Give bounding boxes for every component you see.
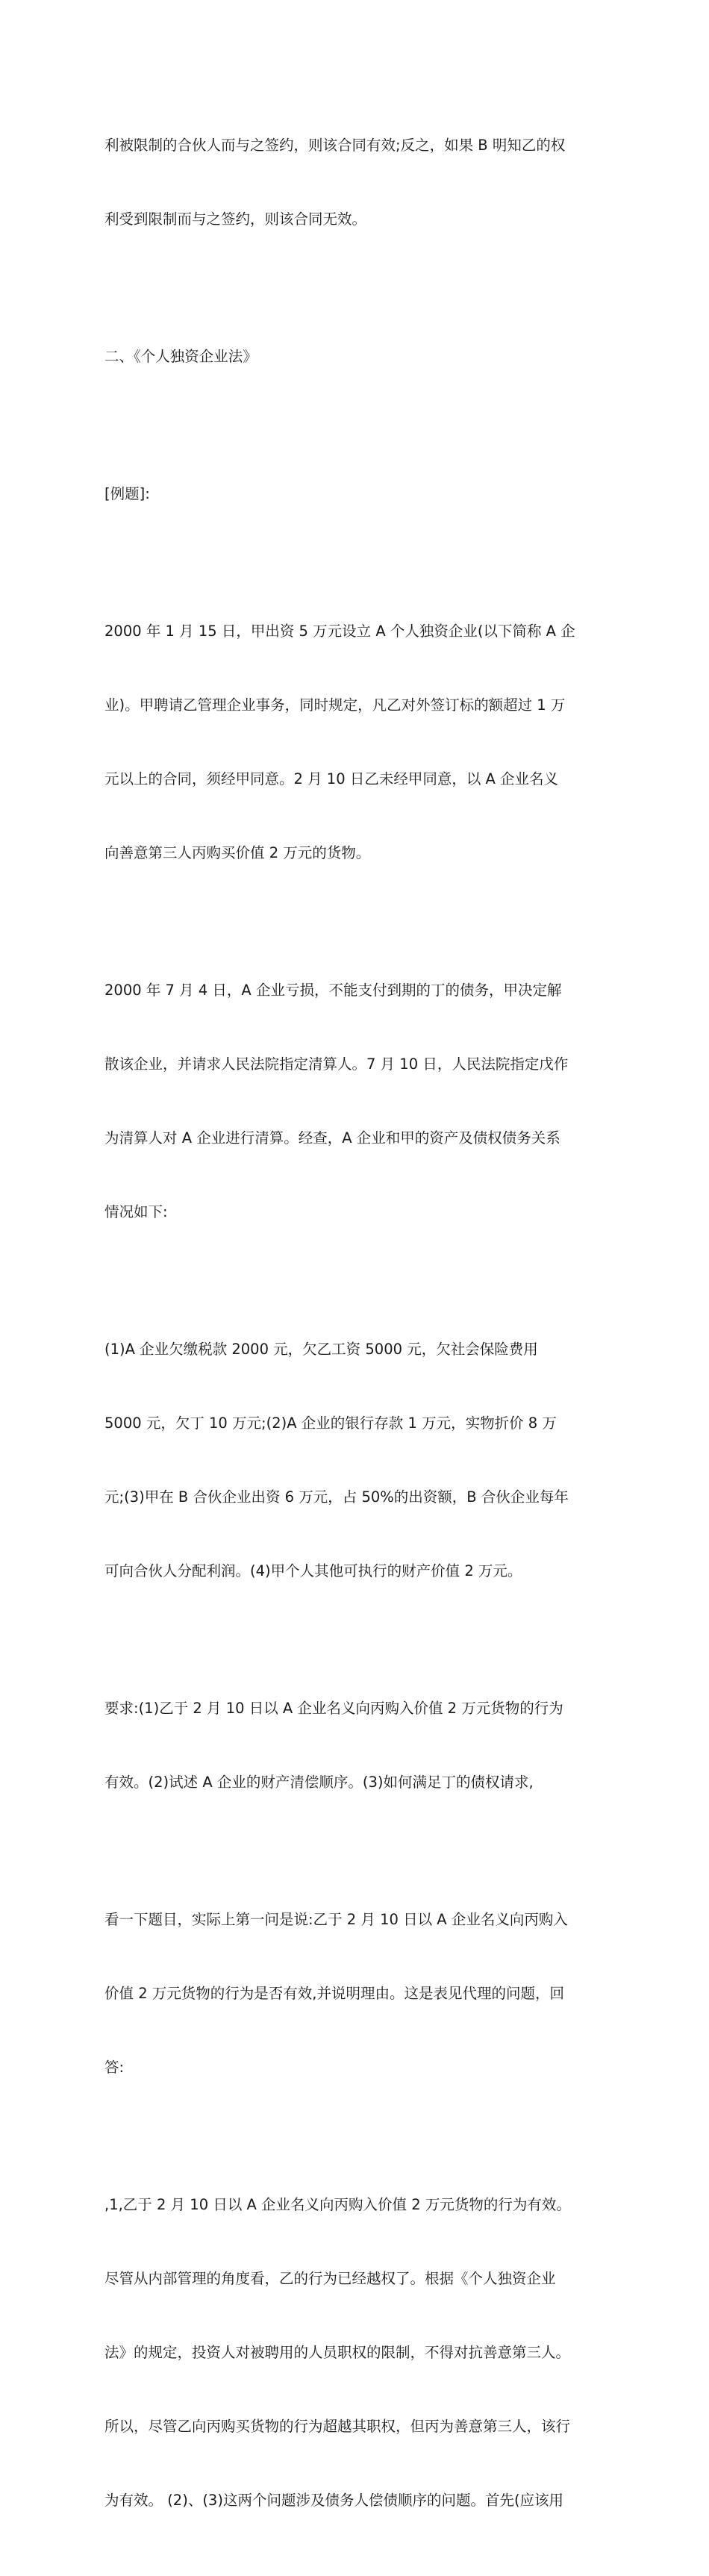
paragraph-case-setup (104, 570, 612, 914)
paragraph-answer (104, 2143, 612, 2562)
text-line: 为有效。 (2)、(3)这两个问题涉及债务人偿债顺序的问题。首先(应该用 (104, 2492, 564, 2509)
text-line: 5000 元，欠丁 10 万元;(2)A 企业的银行存款 1 万元，实物折价 8 万 (104, 1415, 557, 1432)
text-line: 答: (104, 2059, 125, 2076)
text-line: 情况如下: (104, 1203, 168, 1220)
text-line: 法》的规定，投资人对被聘用的人员职权的限制，不得对抗善意第三人。 (104, 2344, 571, 2361)
example-label (104, 432, 612, 555)
text-line: 利受到限制而与之签约，则该合同无效。 (104, 210, 367, 228)
paragraph-assets-debts (104, 1288, 612, 1632)
text-line: 2000 年 1 月 15 日，甲出资 5 万元设立 A 个人独资企业(以下简称 A 企 (104, 623, 575, 640)
paragraph-requirements (104, 1647, 612, 1844)
text-line: 元以上的合同，须经甲同意。2 月 10 日乙未经甲同意，以 A 企业名义 (104, 770, 559, 788)
paragraph-contract-validity (104, 84, 612, 281)
paragraph-liquidation (104, 929, 612, 1273)
text-line: 所以，尽管乙向丙购买货物的行为超越其职权，但丙为善意第三人，该行 (104, 2418, 571, 2435)
text-line: 利被限制的合伙人而与之签约，则该合同有效;反之，如果 B 明知乙的权 (104, 137, 566, 154)
document-body (104, 84, 612, 2576)
text-line: 2000 年 7 月 4 日，A 企业亏损，不能支付到期的丁的债务，甲决定解 (104, 982, 562, 999)
text-line: 价值 2 万元货物的行为是否有效,并说明理由。这是表见代理的问题，回 (104, 1985, 565, 2002)
paragraph-analysis (104, 1858, 612, 2129)
text-line: 要求:(1)乙于 2 月 10 日以 A 企业名义向丙购入价值 2 万元货物的行为 (104, 1700, 563, 1717)
text-line: 散该企业，并请求人民法院指定清算人。7 月 10 日，人民法院指定戊作 (104, 1055, 569, 1073)
text-line: 可向合伙人分配利润。(4)甲个人其他可执行的财产价值 2 万元。 (104, 1562, 522, 1579)
text-line: 向善意第三人丙购买价值 2 万元的货物。 (104, 844, 371, 861)
text-line: ,1,乙于 2 月 10 日以 A 企业名义向丙购入价值 2 万元货物的行为有效。 (104, 2196, 571, 2213)
text-line: 为清算人对 A 企业进行清算。经查，A 企业和甲的资产及债权债务关系 (104, 1129, 560, 1147)
section-heading (104, 295, 612, 418)
text-line: 二、《个人独资企业法》 (104, 348, 257, 365)
text-line: 元;(3)甲在 B 合伙企业出资 6 万元，占 50%的出资额，B 合伙企业每年 (104, 1488, 569, 1506)
text-line: 业)。甲聘请乙管理企业事务，同时规定，凡乙对外签订标的额超过 1 万 (104, 696, 566, 714)
text-line: [例题]: (104, 485, 150, 502)
text-line: 尽管从内部管理的角度看，乙的行为已经越权了。根据《个人独资企业 (104, 2270, 556, 2287)
text-line: 有效。(2)试述 A 企业的财产清偿顺序。(3)如何满足丁的债权请求, (104, 1774, 534, 1791)
text-line: (1)A 企业欠缴税款 2000 元，欠乙工资 5000 元，欠社会保险费用 (104, 1341, 538, 1358)
text-line: 看一下题目，实际上第一问是说:乙于 2 月 10 日以 A 企业名义向丙购入 (104, 1911, 568, 1928)
